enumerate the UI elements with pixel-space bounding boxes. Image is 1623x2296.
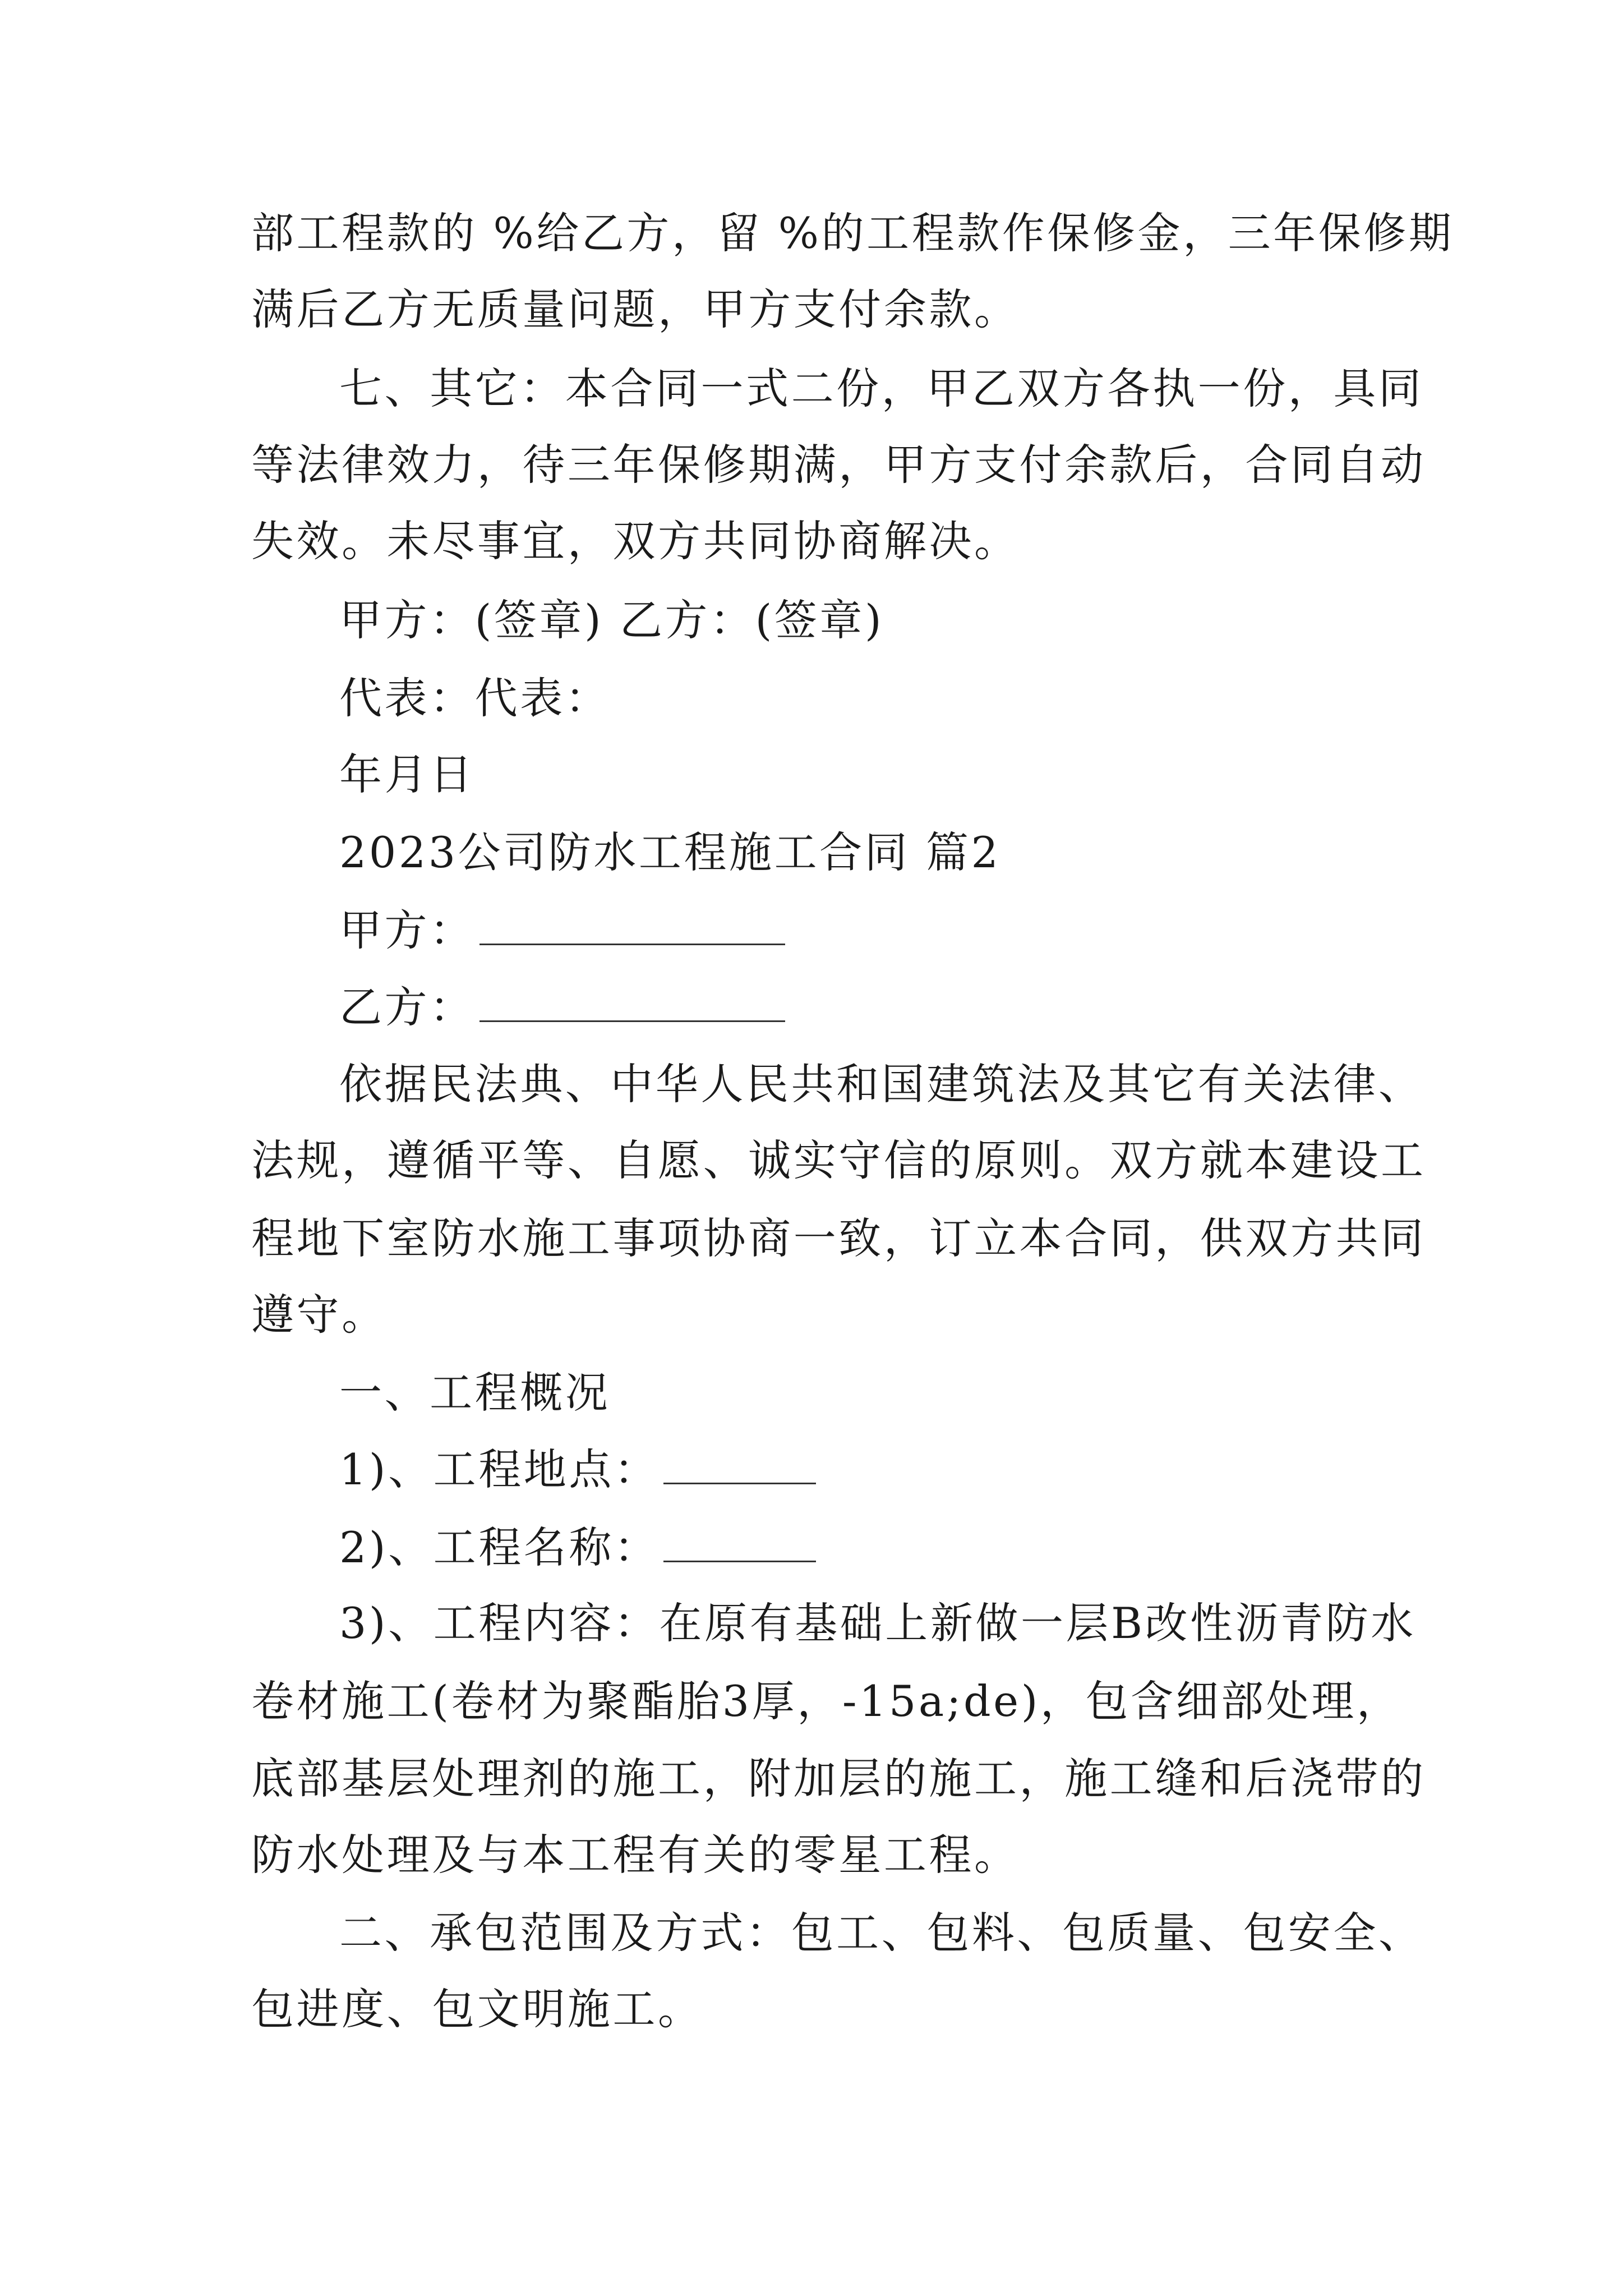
section-heading: 2023公司防水工程施工合同 篇2	[339, 827, 1001, 877]
section-heading: 一、工程概况	[339, 1368, 611, 1418]
representative-line: 代表：代表：	[339, 673, 611, 723]
text-line: 卷材施工(卷材为聚酯胎3厚，-15a;de)，包含细部处理，	[251, 1676, 1402, 1726]
text-line: 底部基层处理剂的施工，附加层的施工，施工缝和后浇带的	[251, 1754, 1426, 1803]
project-location-label: 1)、工程地点：	[339, 1444, 660, 1494]
text-line: 包进度、包文明施工。	[251, 1984, 703, 2034]
text-line: 等法律效力，待三年保修期满，甲方支付余款后，合同自动	[251, 440, 1426, 490]
text-line: 遵守。	[251, 1290, 387, 1340]
project-name-line	[339, 1519, 816, 1576]
text-line: 防水处理及与本工程有关的零星工程。	[251, 1830, 1020, 1880]
party-b-line	[339, 979, 785, 1036]
date-line: 年月日	[339, 749, 475, 799]
project-name-blank	[663, 1519, 816, 1562]
text-line: 3)、工程内容：在原有基础上新做一层B改性沥青防水	[339, 1598, 1416, 1648]
party-a-blank	[479, 902, 785, 945]
party-b-blank	[479, 979, 785, 1022]
text-line: 二、承包范围及方式：包工、包料、包质量、包安全、	[339, 1908, 1424, 1958]
party-a-line	[339, 902, 785, 959]
party-a-label: 甲方：	[339, 905, 475, 955]
text-line: 部工程款的 %给乙方，留 %的工程款作保修金，三年保修期	[251, 208, 1454, 258]
project-name-label: 2)、工程名称：	[339, 1522, 660, 1572]
text-line: 法规，遵循平等、自愿、诚实守信的原则。双方就本建设工	[251, 1135, 1426, 1185]
signature-line: 甲方：(签章) 乙方：(签章)	[339, 595, 884, 645]
text-line: 七、其它：本合同一式二份，甲乙双方各执一份，具同	[339, 364, 1424, 413]
party-b-label: 乙方：	[339, 982, 475, 1032]
text-line: 满后乙方无质量问题，甲方支付余款。	[251, 284, 1020, 334]
project-location-blank	[663, 1441, 816, 1484]
text-line: 失效。未尽事宜，双方共同协商解决。	[251, 516, 1020, 566]
project-location-line	[339, 1441, 816, 1498]
text-line: 依据民法典、中华人民共和国建筑法及其它有关法律、	[339, 1059, 1424, 1109]
text-line: 程地下室防水施工事项协商一致，订立本合同，供双方共同	[251, 1213, 1426, 1263]
